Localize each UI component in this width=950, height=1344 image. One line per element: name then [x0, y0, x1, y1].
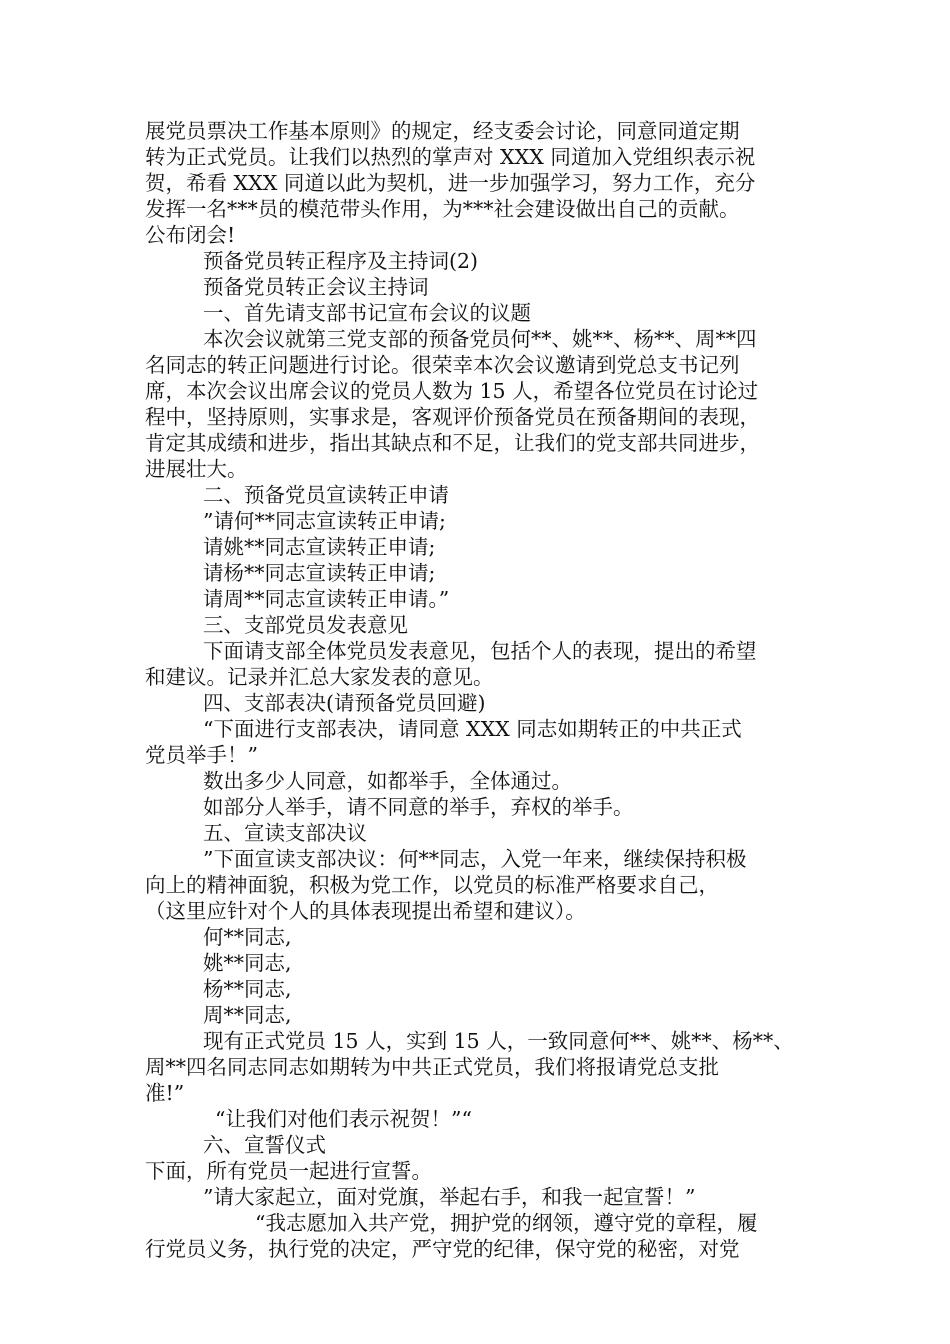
body-line: ”请何**同志宣读转正申请;	[203, 509, 446, 533]
body-line: 何**同志,	[203, 925, 292, 949]
section-heading: 二、预备党员宣读转正申请	[203, 483, 449, 507]
body-line: 周**同志,	[203, 1003, 292, 1027]
section-subtitle: 预备党员转正会议主持词	[203, 275, 429, 299]
body-line: 和建议。记录并汇总大家发表的意见。	[145, 665, 494, 689]
body-line: 请杨**同志宣读转正申请;	[203, 561, 436, 585]
body-line: 贺，希看 XXX 同道以此为契机，进一步加强学习，努力工作，充分	[145, 171, 756, 195]
body-line: 向上的精神面貌，积极为党工作，以党员的标准严格要求自己，	[145, 873, 719, 897]
body-line: 公布闭会!	[145, 223, 236, 247]
section-title: 预备党员转正程序及主持词(2)	[203, 249, 479, 273]
body-line: ”下面宣读支部决议：何**同志，入党一年来，继续保持积极	[203, 847, 747, 871]
section-heading: 三、支部党员发表意见	[203, 613, 408, 637]
body-line: 请周**同志宣读转正申请。”	[203, 587, 450, 611]
body-line: 席，本次会议出席会议的党员人数为 15 人，希望各位党员在讨论过	[145, 379, 759, 403]
body-line: “让我们对他们表示祝贺！”“	[215, 1107, 472, 1131]
body-line: 发挥一名***员的模范带头作用，为***社会建设做出自己的贡献。	[145, 197, 740, 221]
section-heading: 四、支部表决(请预备党员回避)	[203, 691, 486, 715]
body-line: （这里应针对个人的具体表现提出希望和建议）。	[145, 899, 586, 923]
body-line: 周**四名同志同志如期转为中共正式党员，我们将报请党总支批	[145, 1055, 719, 1079]
body-line: 现有正式党员 15 人，实到 15 人，一致同意何**、姚**、杨**、	[203, 1029, 794, 1053]
body-line: ”请大家起立，面对党旗，举起右手，和我一起宣誓！”	[203, 1185, 696, 1209]
body-line: 本次会议就第三党支部的预备党员何**、姚**、杨**、周**四	[203, 327, 757, 351]
section-heading: 一、首先请支部书记宣布会议的议题	[203, 301, 531, 325]
body-line: 下面，所有党员一起进行宣誓。	[145, 1159, 432, 1183]
body-line: 名同志的转正问题进行讨论。很荣幸本次会议邀请到党总支书记列	[145, 353, 740, 377]
body-line: 党员举手！”	[145, 743, 258, 767]
section-heading: 五、宣读支部决议	[203, 821, 367, 845]
body-line: “我志愿加入共产党，拥护党的纲领，遵守党的章程，履	[255, 1211, 758, 1235]
body-line: 进展壮大。	[145, 457, 248, 481]
body-line: 下面请支部全体党员发表意见，包括个人的表现，提出的希望	[203, 639, 757, 663]
body-line: 行党员义务，执行党的决定，严守党的纪律，保守党的秘密，对党	[145, 1237, 740, 1261]
body-line: 数出多少人同意，如都举手，全体通过。	[203, 769, 572, 793]
body-line: 如部分人举手，请不同意的举手，弃权的举手。	[203, 795, 634, 819]
body-line: 肯定其成绩和进步，指出其缺点和不足，让我们的党支部共同进步，	[145, 431, 760, 455]
body-line: 程中，坚持原则，实事求是，客观评价预备党员在预备期间的表现，	[145, 405, 760, 429]
body-line: 姚**同志,	[203, 951, 292, 975]
body-line: 转为正式党员。让我们以热烈的掌声对 XXX 同道加入党组织表示祝	[145, 145, 756, 169]
body-line: “下面进行支部表决，请同意 XXX 同志如期转正的中共正式	[203, 717, 742, 741]
body-line: 准!”	[145, 1081, 185, 1105]
body-line: 展党员票决工作基本原则》的规定，经支委会讨论，同意同道定期	[145, 119, 740, 143]
section-heading: 六、宣誓仪式	[203, 1133, 326, 1157]
body-line: 请姚**同志宣读转正申请;	[203, 535, 436, 559]
document-body	[145, 118, 810, 1262]
body-line: 杨**同志,	[203, 977, 292, 1001]
